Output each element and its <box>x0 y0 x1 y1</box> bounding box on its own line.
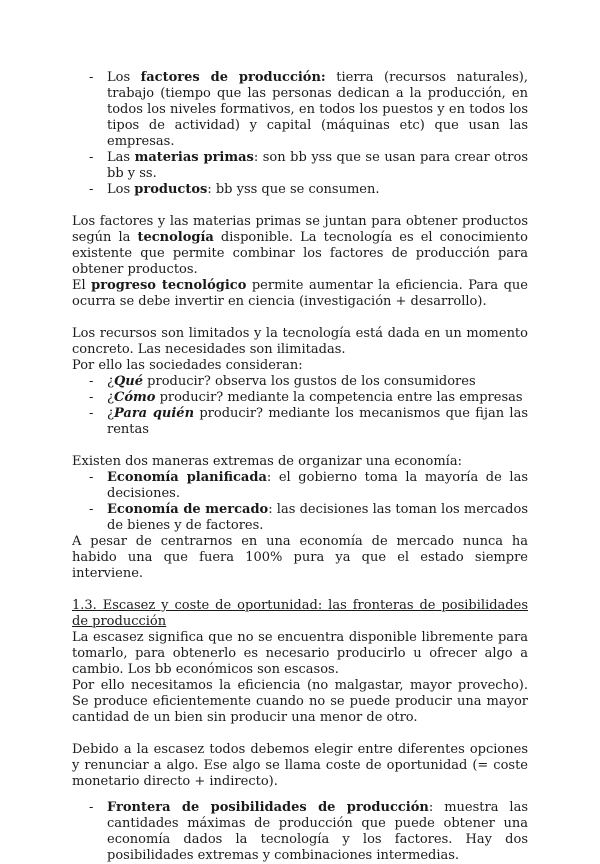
list-item: - Los factores de producción: tierra (recursos naturales), trabajo (tiempo que las personas dedican a la producción, en todos los niveles formativos, en todos los puestos y en todos los tipos de actividad) y capital (máquinas etc) que usan las empresas. <box>89 70 528 149</box>
list-item: - Economía planificada: el gobierno toma la mayoría de las decisiones. <box>89 470 528 501</box>
frontier-list <box>72 800 528 864</box>
list-item: - ¿Cómo producir? mediante la competencia entre las empresas <box>89 390 523 405</box>
economies-list <box>72 470 528 534</box>
list-item: - ¿Qué producir? observa los gustos de los consumidores <box>89 374 476 389</box>
paragraph-resources: Los recursos son limitados y la tecnología está dada en un momento concreto. Las necesidades son ilimitadas. <box>72 326 528 357</box>
bullet-dash: - <box>89 70 94 85</box>
factors-list <box>72 70 528 198</box>
paragraph-efficiency: Por ello necesitamos la eficiencia (no malgastar, mayor provecho). Se produce eficientemente cuando no se puede producir una mayor cantidad de un bien sin producir una menor de otro. <box>72 678 528 725</box>
paragraph-societies: Por ello las sociedades consideran: <box>72 358 303 373</box>
paragraph-market: A pesar de centrarnos en una economía de mercado nunca ha habido una que fuera 100% pura ya que el estado siempre interviene. <box>72 534 528 581</box>
paragraph-scarcity: La escasez significa que no se encuentra disponible libremente para tomarlo, para obtenerlo es necesario producirlo u ofrecer algo a cambio. Los bb económicos son escasos. <box>72 630 528 677</box>
list-item: - Las materias primas: son bb yss que se usan para crear otros bb y ss. <box>89 150 528 181</box>
section-heading: 1.3. Escasez y coste de oportunidad: las fronteras de posibilidades de producción <box>72 598 528 629</box>
questions-list <box>72 374 528 438</box>
paragraph-economies: Existen dos maneras extremas de organizar una economía: <box>72 454 462 469</box>
document-page <box>72 70 528 864</box>
paragraph-progress: El progreso tecnológico permite aumentar la eficiencia. Para que ocurra se debe invertir en ciencia (investigación + desarrollo). <box>72 278 529 309</box>
paragraph-opportunity-cost: Debido a la escasez todos debemos elegir entre diferentes opciones y renunciar a algo. Ese algo se llama coste de oportunidad (= coste monetario directo + indirecto). <box>72 742 528 789</box>
list-item: - Economía de mercado: las decisiones las toman los mercados de bienes y de factores. <box>89 502 528 533</box>
list-item: - ¿Para quién producir? mediante los mecanismos que fijan las rentas <box>89 406 528 437</box>
list-item: - Los productos: bb yss que se consumen. <box>89 182 380 197</box>
paragraph-technology: Los factores y las materias primas se juntan para obtener productos según la tecnología disponible. La tecnología es el conocimiento existente que permite combinar los factores de producción para obtener productos. <box>72 214 528 277</box>
bullet-dash: - <box>89 182 94 197</box>
bullet-dash: - <box>89 150 94 165</box>
list-item: - Frontera de posibilidades de producción: muestra las cantidades máximas de producción que puede obtener una economía dados la tecnología y los factores. Hay dos posibilidades extremas y combinaciones intermedias. <box>89 800 528 863</box>
